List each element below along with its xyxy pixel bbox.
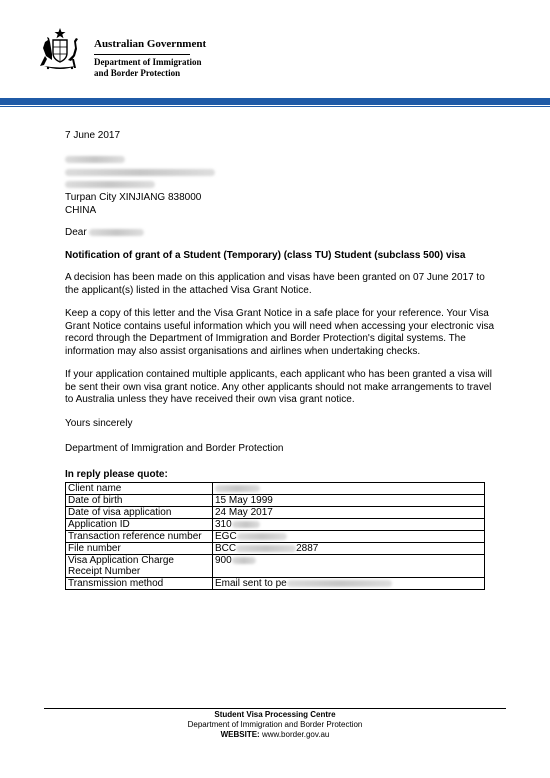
row-label: Visa Application Charge Receipt Number [66, 555, 213, 578]
salutation-text: Dear [65, 227, 87, 238]
letter-date: 7 June 2017 [65, 130, 121, 141]
row-value [213, 531, 485, 543]
row-value [213, 555, 485, 578]
redacted-address-line [65, 167, 495, 180]
table-row [66, 543, 485, 555]
redacted-name-line [65, 155, 495, 168]
file-number-prefix: BCC [215, 543, 237, 554]
department-name-line1: Department of Immigration [94, 57, 202, 67]
row-label: Transaction reference number [66, 531, 213, 543]
row-label: Application ID [66, 519, 213, 531]
table-row [66, 507, 485, 519]
paragraph-decision: A decision has been made on this application and visas have been granted on 07 June 2017 to the applicant(s) listed in the attached Visa Grant Notice. [65, 272, 485, 296]
paragraph-multiple-applicants: If your application contained multiple applicants, each applicant who has been granted a visa will be sent their own visa grant notice. Any other applicants should not make arrangements to travel to Australia unless they have received their own visa grant notice. [65, 369, 492, 405]
paragraph-keep-copy: Keep a copy of this letter and the Visa Grant Notice in a safe place for your reference. Your Visa Grant Notice contains useful information which you will need when accessing your electronic visa record through the Department of Immigration and Border Protection's digital systems. The information may also assist organisations and airlines when undertaking checks. [65, 308, 495, 357]
footer-centre: Student Visa Processing Centre [214, 710, 336, 719]
transmission-prefix: Email sent to pe [215, 578, 287, 589]
table-row [66, 495, 485, 507]
file-number-suffix: 2887 [296, 543, 319, 554]
transaction-ref-prefix: EGC [215, 531, 237, 542]
redacted-address-line [65, 180, 495, 193]
address-city: Turpan City XINJIANG 838000 [65, 192, 202, 203]
header-band [0, 98, 550, 105]
application-id-prefix: 310 [215, 519, 232, 530]
row-value [213, 519, 485, 531]
department-name-line2: and Border Protection [94, 68, 181, 78]
department-name [94, 57, 254, 79]
footer-department: Department of Immigration and Border Protection [187, 720, 363, 729]
letter-subject: Notification of grant of a Student (Temporary) (class TU) Student (subclass 500) visa [65, 249, 466, 261]
receipt-number-prefix: 900 [215, 555, 232, 566]
letterhead-divider [94, 54, 190, 55]
table-row [66, 519, 485, 531]
row-value [213, 483, 485, 495]
closing: Yours sincerely [65, 417, 133, 429]
website-link[interactable]: www.border.gov.au [261, 730, 330, 739]
row-value [213, 543, 485, 555]
salutation [65, 227, 495, 240]
address-country: CHINA [65, 204, 97, 216]
row-label: Client name [66, 483, 213, 495]
table-row [66, 531, 485, 543]
row-label: File number [66, 543, 213, 555]
row-label: Date of birth [66, 495, 213, 507]
row-value [213, 578, 485, 590]
signature: Department of Immigration and Border Protection [65, 443, 284, 454]
row-value: 24 May 2017 [213, 507, 485, 519]
recipient-address [65, 155, 495, 218]
row-label: Date of visa application [66, 507, 213, 519]
table-row [66, 578, 485, 590]
government-name: Australian Government [94, 38, 207, 50]
footer [44, 710, 506, 740]
quote-heading: In reply please quote: [65, 468, 168, 480]
letter-body [65, 130, 495, 590]
header-band-line [0, 106, 550, 107]
row-label: Transmission method [66, 578, 213, 590]
reference-table [65, 482, 485, 590]
table-row [66, 483, 485, 495]
website-label: WEBSITE: [220, 730, 260, 739]
redacted-recipient-name [89, 229, 144, 236]
footer-divider [44, 708, 506, 709]
table-row [66, 555, 485, 578]
footer-website-line [44, 730, 506, 740]
coat-of-arms-icon [36, 26, 84, 74]
row-value: 15 May 1999 [213, 495, 485, 507]
